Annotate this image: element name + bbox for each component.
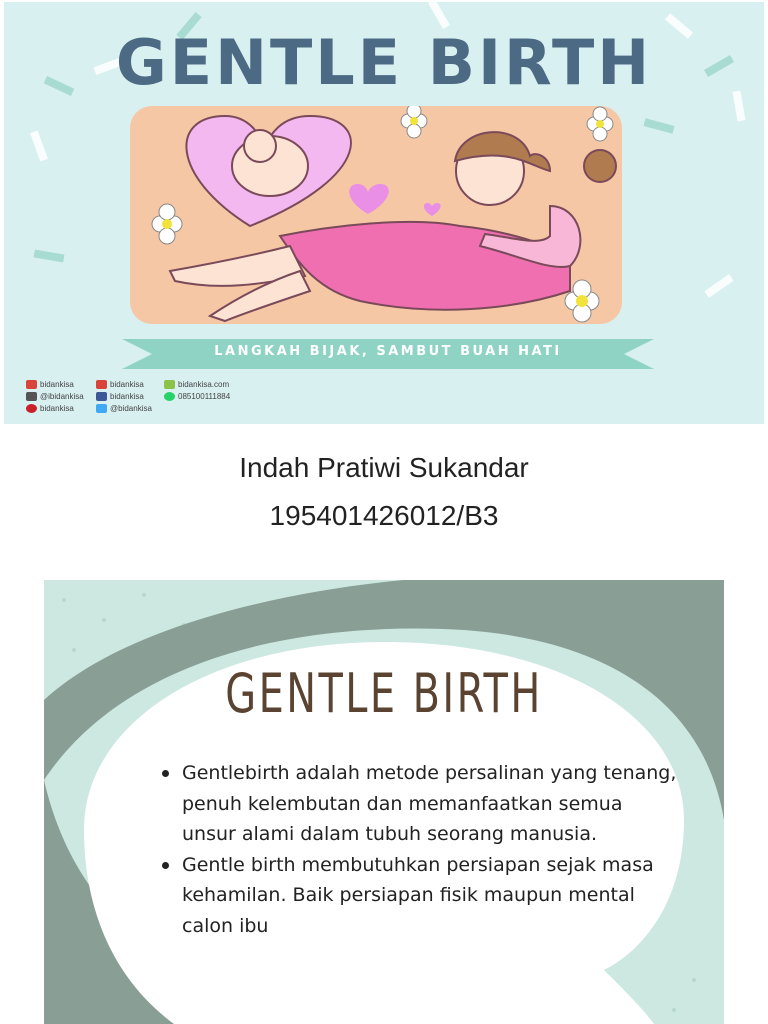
social-item: @bidankisa: [96, 404, 152, 413]
social-item: bidankisa: [26, 380, 74, 389]
facebook-icon: [96, 392, 107, 401]
author-id: 195401426012/B3: [269, 500, 499, 531]
social-item: bidankisa: [96, 392, 144, 401]
google-plus-icon: [26, 380, 37, 389]
confetti: [643, 118, 674, 133]
bullet-item: Gentle birth membutuhkan persiapan sejak masa kehamilan. Baik persiapan fisik maupun mental calon ibu: [162, 850, 682, 942]
pregnant-mother-illustration: [130, 106, 622, 324]
whatsapp-icon: [164, 392, 175, 401]
bullet-item: Gentlebirth adalah metode persalinan yang tenang, penuh kelembutan dan memanfaatkan semua unsur alami dalam tubuh seorang manusia.: [162, 758, 682, 850]
web-icon: [164, 380, 175, 389]
banner-title: GENTLE BIRTH: [115, 26, 653, 99]
pinterest-icon: [26, 404, 37, 413]
confetti: [704, 274, 733, 298]
social-handles: [26, 380, 286, 420]
info-card: [44, 580, 724, 1024]
author-name: Indah Pratiwi Sukandar: [239, 452, 529, 483]
confetti: [428, 2, 450, 29]
social-item: bidankisa: [96, 380, 144, 389]
instagram-icon: [26, 392, 37, 401]
tagline-text: LANGKAH BIJAK, SAMBUT BUAH HATI: [214, 344, 562, 359]
banner-image: [4, 2, 764, 424]
twitter-icon: [96, 404, 107, 413]
tagline-ribbon: [122, 335, 654, 373]
social-item: bidankisa.com: [164, 380, 229, 389]
confetti: [30, 131, 48, 162]
card-title: GENTLE BIRTH: [225, 662, 543, 725]
social-item: @ibidankisa: [26, 392, 84, 401]
social-item: 085100111884: [164, 392, 230, 401]
youtube-icon: [96, 380, 107, 389]
confetti: [34, 249, 65, 262]
bullet-list: [162, 758, 682, 941]
social-item: bidankisa: [26, 404, 74, 413]
